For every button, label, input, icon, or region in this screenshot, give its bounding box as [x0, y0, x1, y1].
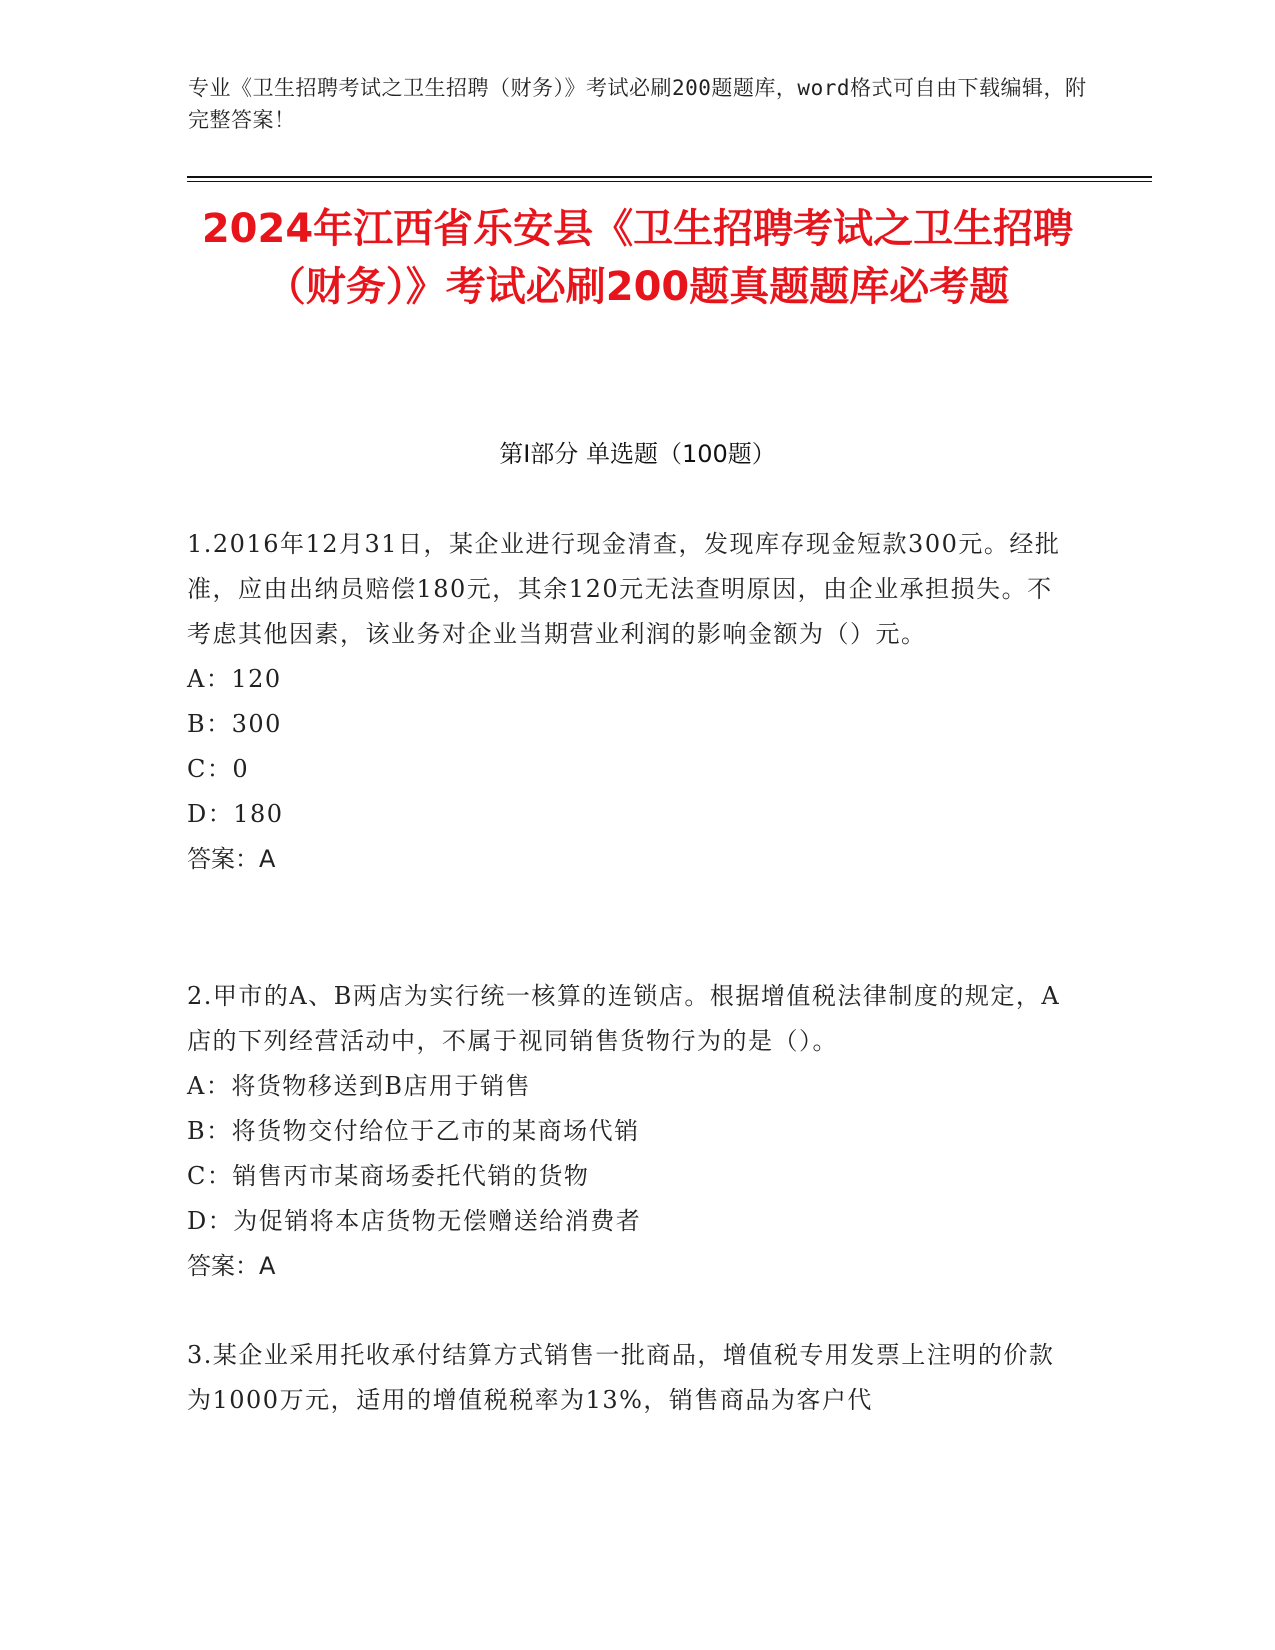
header-divider-thin	[187, 181, 1152, 182]
question-2	[187, 974, 1072, 1289]
option-d: D：180	[187, 800, 284, 828]
question-stem: 3.某企业采用托收承付结算方式销售一批商品，增值税专用发票上注明的价款为1000万元，适用的增值税税率为13%，销售商品为客户代	[187, 1341, 1055, 1414]
document-title: 2024年江西省乐安县《卫生招聘考试之卫生招聘（财务）》考试必刷200题真题题库必考题	[201, 206, 1074, 310]
answer: 答案：A	[187, 1252, 276, 1280]
option-a: A：将货物移送到B店用于销售	[187, 1072, 531, 1100]
option-b: B：将货物交付给位于乙市的某商场代销	[187, 1117, 640, 1145]
option-c: C：0	[187, 755, 250, 783]
question-stem: 1.2016年12月31日，某企业进行现金清查，发现库存现金短款300元。经批准，应由出纳员赔偿180元，其余120元无法查明原因，由企业承担损失。不考虑其他因素，该业务对企业当期营业利润的影响金额为（）元。	[187, 530, 1061, 648]
question-1	[187, 522, 1072, 882]
option-a: A：120	[187, 665, 282, 693]
section-title: 第Ⅰ部分 单选题（100题）	[499, 440, 776, 468]
header-note: 专业《卫生招聘考试之卫生招聘（财务）》考试必刷200题题库，word格式可自由下载编辑，附完整答案！	[188, 76, 1087, 132]
option-b: B：300	[187, 710, 282, 738]
answer: 答案：A	[187, 845, 276, 873]
option-d: D：为促销将本店货物无偿赠送给消费者	[187, 1207, 642, 1235]
header-divider	[187, 176, 1152, 178]
question-3	[187, 1333, 1072, 1423]
question-stem: 2.甲市的A、B两店为实行统一核算的连锁店。根据增值税法律制度的规定，A店的下列经营活动中，不属于视同销售货物行为的是（）。	[187, 982, 1061, 1055]
option-c: C：销售丙市某商场委托代销的货物	[187, 1162, 590, 1190]
